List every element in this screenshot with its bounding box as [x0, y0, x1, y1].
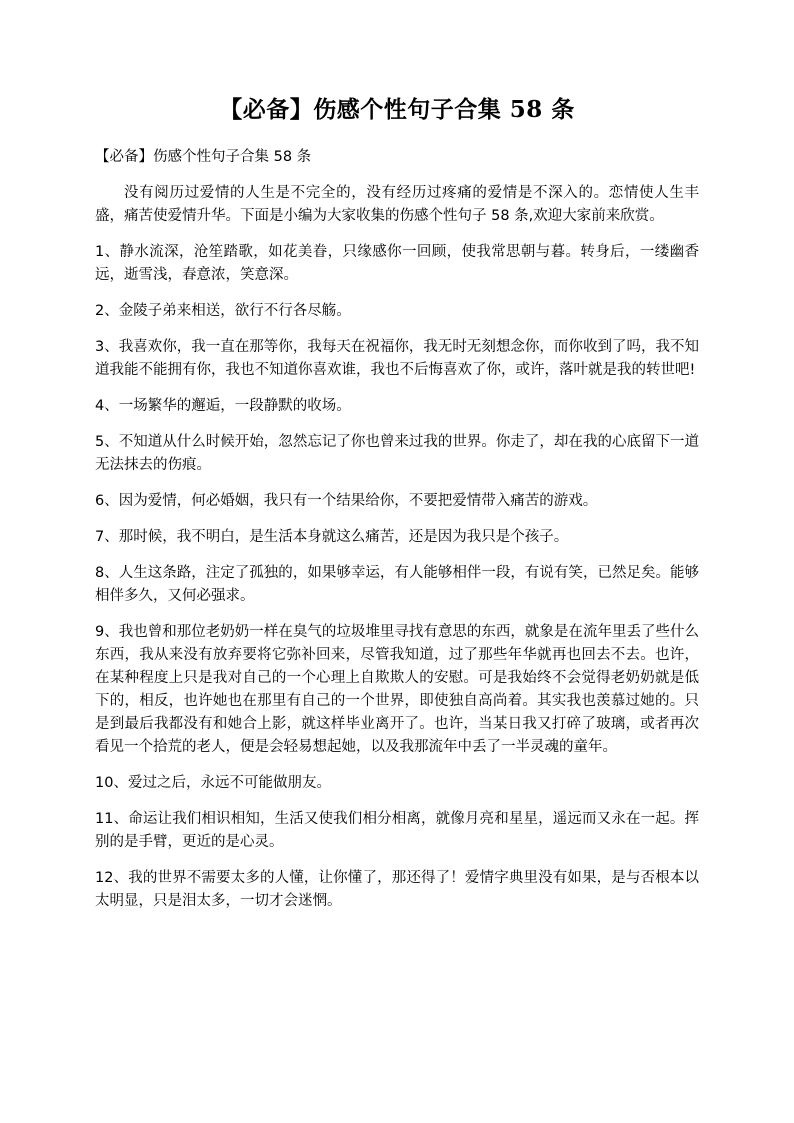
list-item: 8、人生这条路，注定了孤独的，如果够幸运，有人能够相伴一段，有说有笑，已然足矣。能够相伴多久，又何必强求。	[95, 565, 699, 604]
document-subtitle: 【必备】伤感个性句子合集 58 条	[95, 149, 312, 165]
list-item: 10、爱过之后，永远不可能做朋友。	[95, 775, 331, 791]
intro-paragraph: 没有阅历过爱情的人生是不完全的，没有经历过疼痛的爱情是不深入的。恋情使人生丰盛，痛苦使爱情升华。下面是小编为大家收集的伤感个性句子 58 条,欢迎大家前来欣赏。	[95, 185, 699, 224]
list-item: 12、我的世界不需要太多的人懂，让你懂了，那还得了！爱情字典里没有如果，是与否根本以太明显，只是泪太多，一切才会迷惘。	[95, 870, 699, 909]
list-item: 4、一场繁华的邂逅，一段静默的收场。	[95, 398, 351, 414]
list-item: 6、因为爱情，何必婚姻，我只有一个结果给你，不要把爱情带入痛苦的游戏。	[95, 493, 598, 509]
list-item: 3、我喜欢你，我一直在那等你，我每天在祝福你，我无时无刻想念你，而你收到了吗，我不知道我能不能拥有你，我也不知道你喜欢谁，我也不后悔喜欢了你，或许，落叶就是我的转世吧!	[95, 339, 699, 378]
list-item: 9、我也曾和那位老奶奶一样在臭气的垃圾堆里寻找有意思的东西，就象是在流年里丢了些什么东西，我从来没有放弃要将它弥补回来，尽管我知道，过了那些年华就再也回去不去。也许，在某种程度上只是我对自己的一个心理上自欺欺人的安慰。可是我始终不会觉得老奶奶就是低下的，相反，也许她也在那里有自己的一个世界，即使独自高尚着。其实我也羡慕过她的。只是到最后我都没有和她合上影，就这样毕业离开了。也许，当某日我又打碎了玻璃，或者再次看见一个拾荒的老人，便是会轻易想起她，以及我那流年中丢了一半灵魂的童年。	[95, 624, 699, 755]
list-item: 7、那时候，我不明白，是生活本身就这么痛苦，还是因为我只是个孩子。	[95, 529, 569, 545]
document-title: 【必备】伤感个性句子合集 58 条	[219, 96, 575, 123]
list-item: 5、不知道从什么时候开始，忽然忘记了你也曾来过我的世界。你走了，却在我的心底留下一道无法抹去的伤痕。	[95, 434, 699, 473]
list-item: 1、静水流深，沧笙踏歌，如花美眷，只缘感你一回顾，使我常思朝与暮。转身后，一缕幽香远，逝雪浅，春意浓，笑意深。	[95, 244, 699, 283]
list-item: 11、命运让我们相识相知，生活又使我们相分相离，就像月亮和星星，遥远而又永在一起。挥别的是手臂，更近的是心灵。	[95, 811, 699, 850]
list-item: 2、金陵子弟来相送，欲行不行各尽觞。	[95, 303, 351, 319]
document-body	[95, 182, 699, 926]
